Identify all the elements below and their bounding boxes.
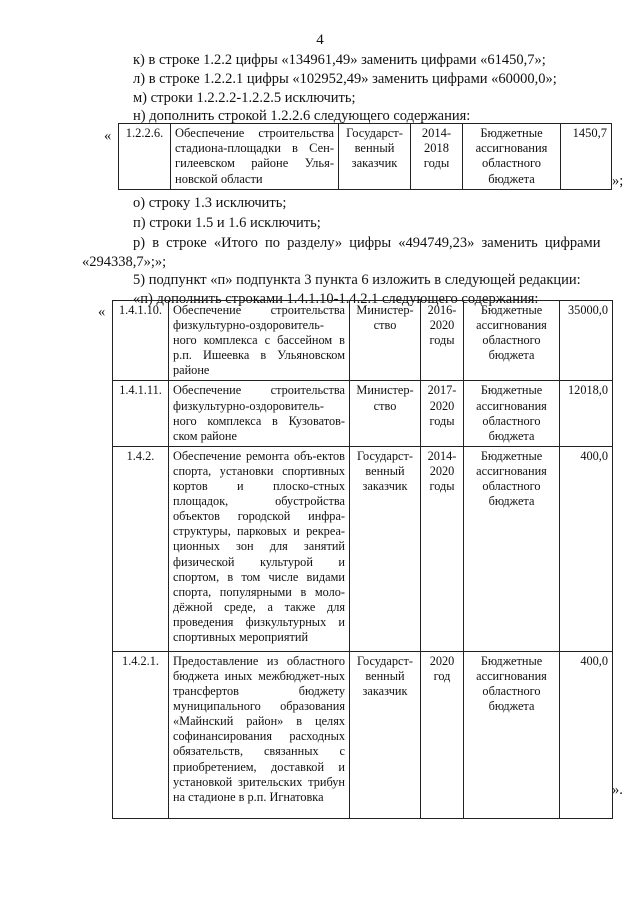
row-amount: 1450,7 — [561, 124, 612, 190]
row-years: 2020 год — [421, 651, 464, 818]
table-row — [113, 381, 613, 446]
insert-table-2 — [112, 300, 613, 819]
row-customer: Министер-ство — [350, 301, 421, 381]
row-source: Бюджетные ассигнования областного бюджета — [464, 651, 560, 818]
row-customer: Государст-венный заказчик — [350, 446, 421, 651]
table2-close-quote: ». — [612, 782, 623, 798]
row-name: Предоставление из областного бюджета иных межбюджет-ных трансфертов бюджету муниципального образования «Майнский район» в целях софинансирования расходных обязательств, связанных с приобретением, доставкой и установкой зрительских трибун на стадионе в р.п. Игнатовка — [169, 651, 350, 818]
paragraph-o: о) строку 1.3 исключить; — [133, 195, 287, 211]
page-number: 4 — [316, 32, 324, 48]
paragraph-m: м) строки 1.2.2.2-1.2.2.5 исключить; — [133, 90, 356, 106]
row-source: Бюджетные ассигнования областного бюджета — [463, 124, 561, 190]
paragraph-5: 5) подпункт «п» подпункта 3 пункта 6 изложить в следующей редакции: — [133, 272, 581, 288]
row-source: Бюджетные ассигнования областного бюджета — [464, 381, 560, 446]
row-source: Бюджетные ассигнования областного бюджета — [464, 301, 560, 381]
paragraph-k: к) в строке 1.2.2 цифры «134961,49» заменить цифрами «61450,7»; — [133, 52, 546, 68]
row-amount: 400,0 — [560, 651, 613, 818]
row-number: 1.4.2. — [113, 446, 169, 651]
row-years: 2014-2018 годы — [411, 124, 463, 190]
row-source: Бюджетные ассигнования областного бюджета — [464, 446, 560, 651]
table1-open-quote: « — [104, 128, 112, 144]
paragraph-pp: «п) дополнить строками 1.4.1.10-1.4.2.1 следующего содержания: — [133, 291, 539, 307]
row-years: 2017-2020 годы — [421, 381, 464, 446]
table1-close-quote: »; — [612, 173, 624, 189]
row-amount: 12018,0 — [560, 381, 613, 446]
row-number: 1.2.2.6. — [119, 124, 171, 190]
row-name: Обеспечение строительства физкультурно-оздоровитель-ного комплекса в Кузоватов-ском районе — [169, 381, 350, 446]
row-customer: Государст-венный заказчик — [339, 124, 411, 190]
row-number: 1.4.2.1. — [113, 651, 169, 818]
paragraph-p: п) строки 1.5 и 1.6 исключить; — [133, 215, 321, 231]
row-number: 1.4.1.10. — [113, 301, 169, 381]
row-name: Обеспечение строительства физкультурно-оздоровитель-ного комплекса с бассейном в р.п. Ишеевка в Ульяновском районе — [169, 301, 350, 381]
row-name: Обеспечение ремонта объ-ектов спорта, установки спортивных кортов и плоско-стных площадок, обустройства объектов городской инфра-структуры, парковых и рекреа-ционных зон для занятий физической культурой и спортом, в том числе видами спорта, популярными в моло-дёжной среде, а также для проведения физкультурных и спортивных мероприятий — [169, 446, 350, 651]
table-row — [119, 124, 612, 190]
row-customer: Государст-венный заказчик — [350, 651, 421, 818]
row-years: 2016-2020 годы — [421, 301, 464, 381]
table-row — [113, 446, 613, 651]
paragraph-n: н) дополнить строкой 1.2.2.6 следующего содержания: — [133, 108, 471, 124]
paragraph-r: р) в строке «Итого по разделу» цифры «494749,23» заменить цифрами — [133, 235, 601, 251]
table-row — [113, 651, 613, 818]
paragraph-r-continuation: «294338,7»;»; — [82, 254, 167, 270]
row-amount: 35000,0 — [560, 301, 613, 381]
row-amount: 400,0 — [560, 446, 613, 651]
row-name: Обеспечение строительства стадиона-площадки в Сен-гилеевском районе Улья-новской области — [171, 124, 339, 190]
table-row — [113, 301, 613, 381]
table2-open-quote: « — [98, 304, 106, 320]
row-years: 2014-2020 годы — [421, 446, 464, 651]
insert-table-1 — [118, 123, 612, 190]
row-number: 1.4.1.11. — [113, 381, 169, 446]
row-customer: Министер-ство — [350, 381, 421, 446]
paragraph-l: л) в строке 1.2.2.1 цифры «102952,49» заменить цифрами «60000,0»; — [133, 71, 557, 87]
